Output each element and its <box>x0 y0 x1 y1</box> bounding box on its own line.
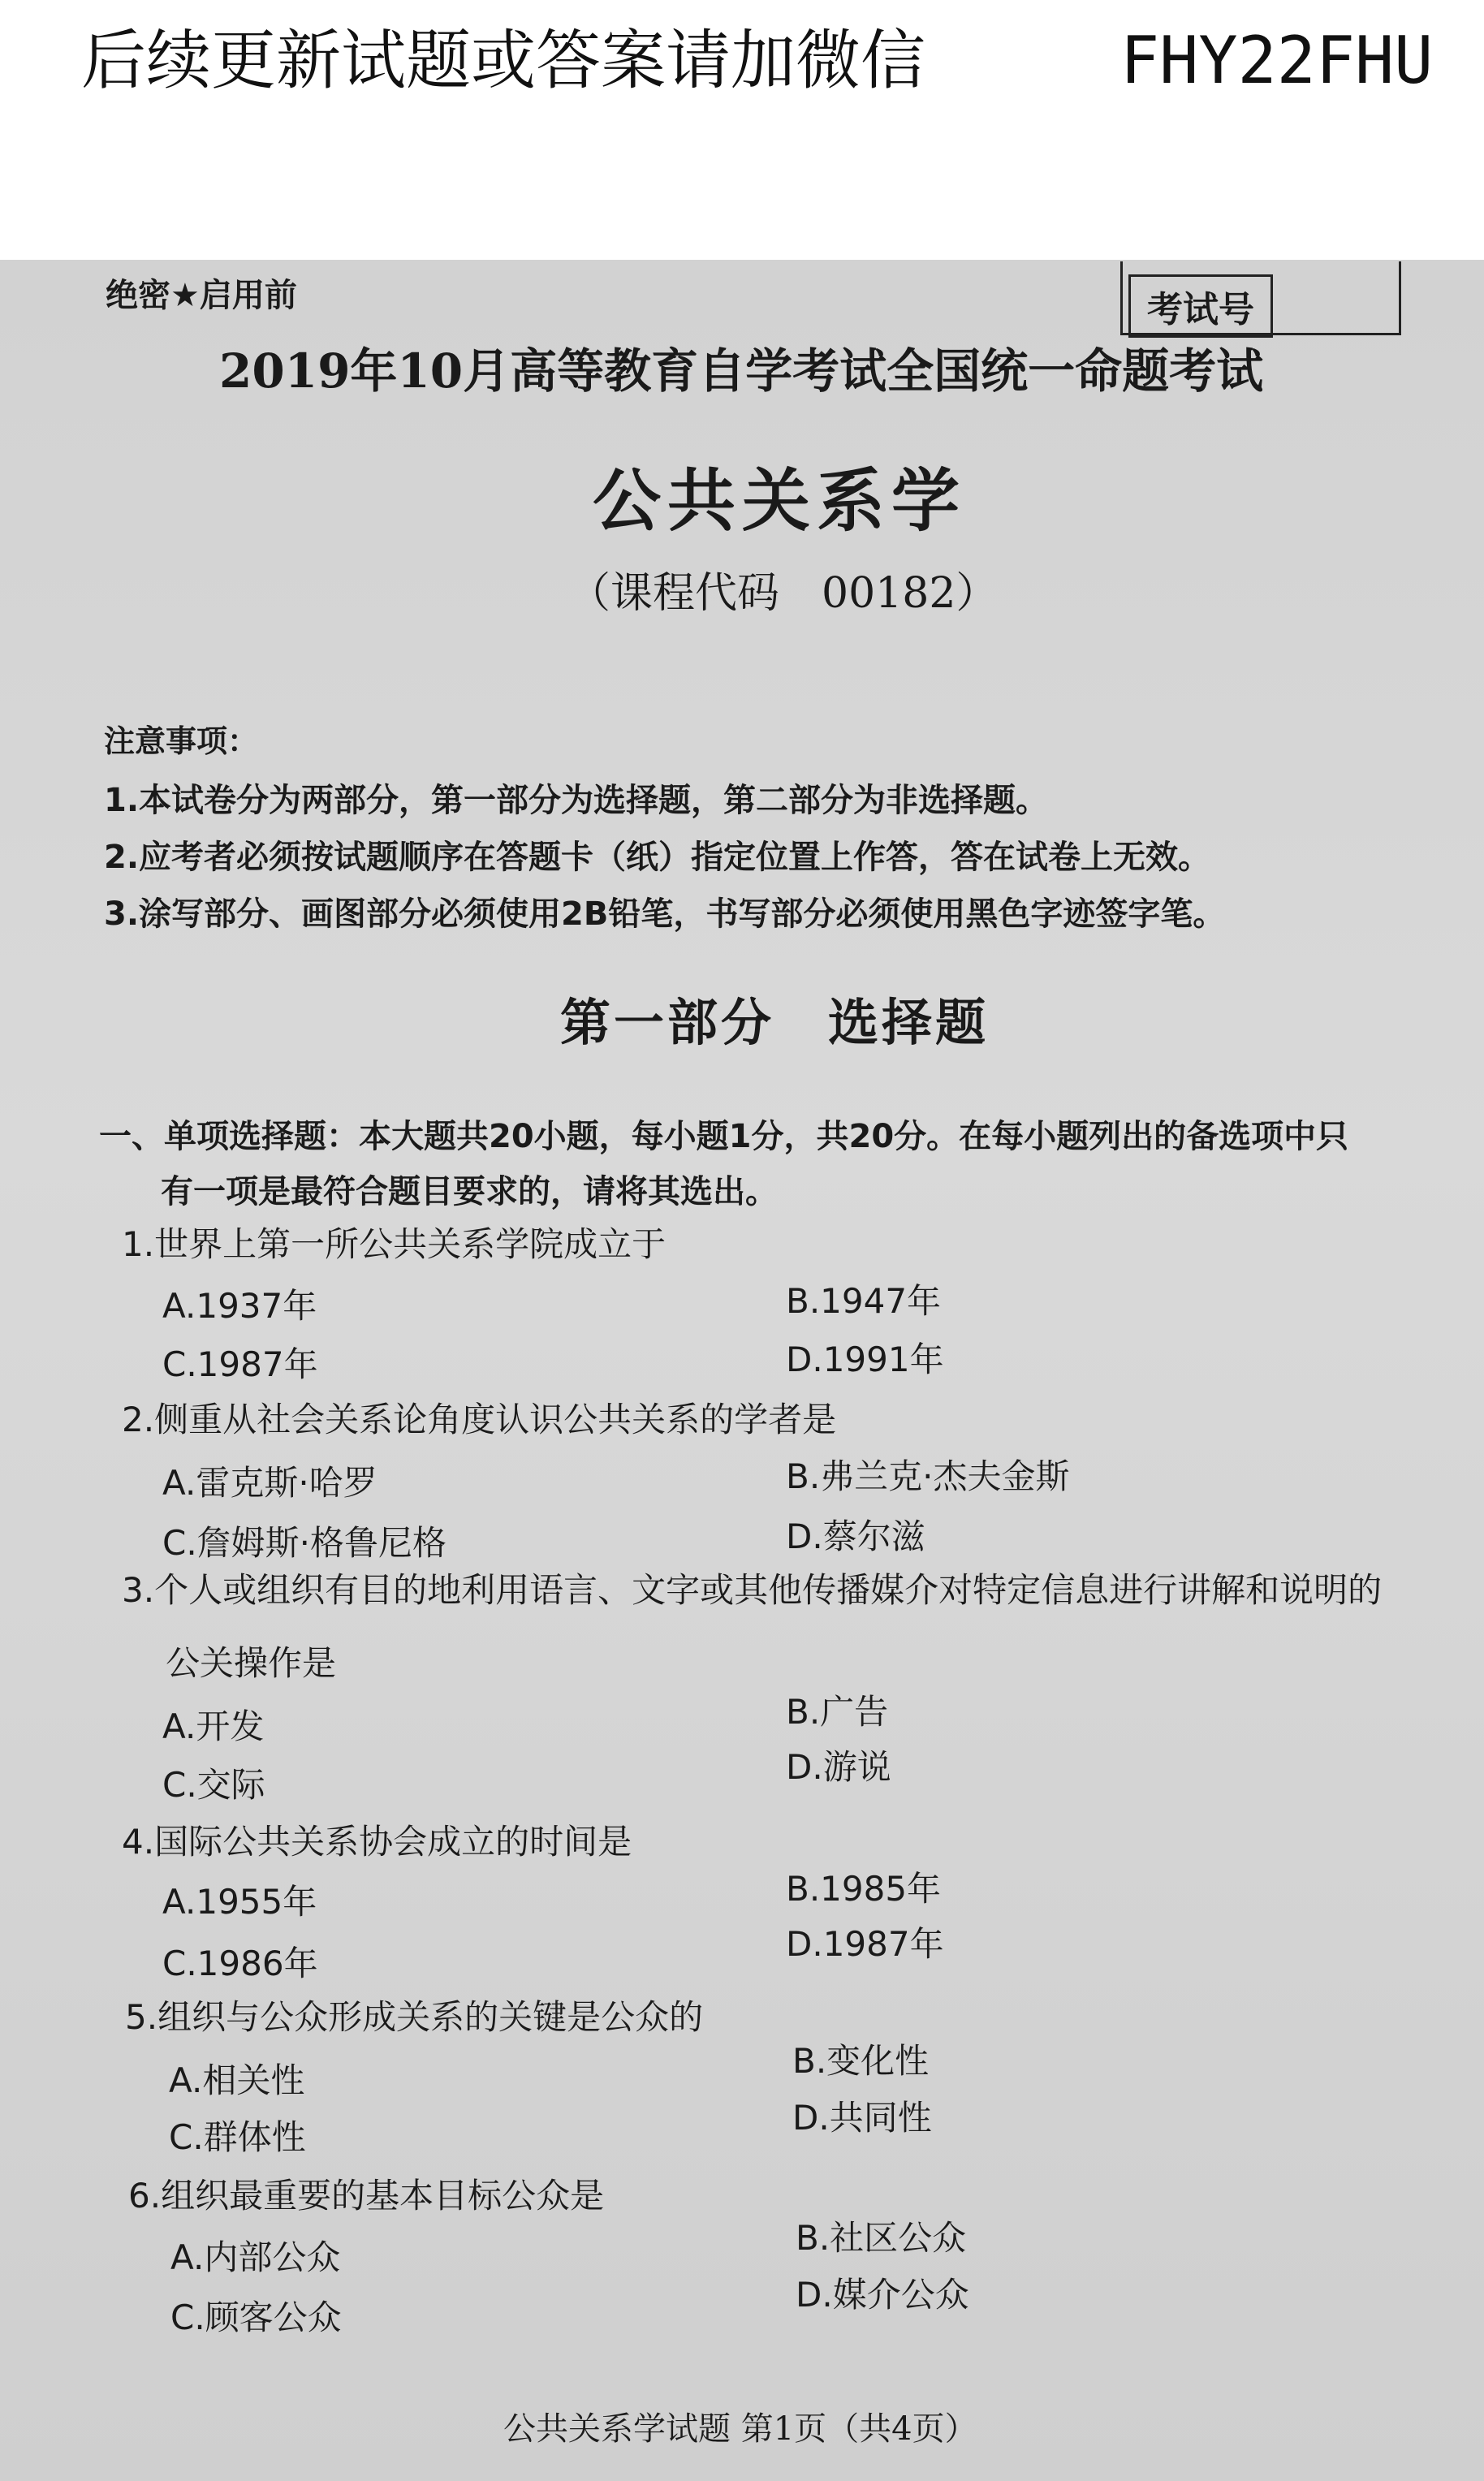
course-code: （课程代码 00182） <box>568 569 999 618</box>
option-c: C.詹姆斯·格鲁尼格 <box>162 1523 447 1563</box>
section-heading-cont: 有一项是最符合题目要求的，请将其选出。 <box>161 1173 778 1210</box>
option-c: C.群体性 <box>169 2117 306 2157</box>
subject-title: 公共关系学 <box>593 460 967 541</box>
option-b: B.变化性 <box>792 2041 930 2081</box>
promo-contact: FHY22FHU <box>1120 23 1434 98</box>
section-heading: 一、单项选择题：本大题共20小题，每小题1分，共20分。在每小题列出的备选项中只 <box>99 1118 1349 1155</box>
option-a: A.内部公众 <box>170 2237 341 2277</box>
option-b: B.弗兰克·杰夫金斯 <box>786 1456 1070 1496</box>
question-stem: 4.国际公共关系协会成立的时间是 <box>122 1822 632 1862</box>
question-stem: 3.个人或组织有目的地利用语言、文字或其他传播媒介对特定信息进行讲解和说明的 <box>122 1570 1383 1610</box>
question-stem-cont: 公关操作是 <box>166 1643 337 1683</box>
exam-number-label: 考试号 <box>1128 274 1273 338</box>
option-a: A.开发 <box>162 1706 265 1746</box>
exam-title: 2019年10月高等教育自学考试全国统一命题考试 <box>219 343 1264 399</box>
note-item: 1.本试卷分为两部分，第一部分为选择题，第二部分为非选择题。 <box>104 782 1049 819</box>
question-stem: 6.组织最重要的基本目标公众是 <box>128 2176 605 2216</box>
option-b: B.1985年 <box>786 1869 942 1909</box>
option-b: B.社区公众 <box>796 2218 967 2258</box>
option-c: C.交际 <box>162 1765 265 1805</box>
option-c: C.1987年 <box>162 1344 318 1384</box>
option-d: D.共同性 <box>792 2098 932 2138</box>
question-stem: 5.组织与公众形成关系的关键是公众的 <box>125 1997 704 2037</box>
option-a: A.1937年 <box>162 1286 317 1326</box>
note-item: 3.涂写部分、画图部分必须使用2B铅笔，书写部分必须使用黑色字迹签字笔。 <box>104 895 1226 933</box>
part-title: 第一部分 选择题 <box>560 993 990 1052</box>
option-c: C.顾客公众 <box>170 2298 342 2337</box>
option-d: D.游说 <box>786 1747 891 1787</box>
option-b: B.广告 <box>786 1692 889 1732</box>
question-stem: 2.侧重从社会关系论角度认识公共关系的学者是 <box>122 1400 837 1439</box>
question-stem: 1.世界上第一所公共关系学院成立于 <box>122 1224 667 1264</box>
secret-label: 绝密★启用前 <box>106 277 297 314</box>
promo-text: 后续更新试题或答案请加微信 <box>81 23 925 98</box>
option-d: D.媒介公众 <box>796 2275 969 2315</box>
option-a: A.雷克斯·哈罗 <box>162 1463 377 1503</box>
note-item: 2.应考者必须按试题顺序在答题卡（纸）指定位置上作答，答在试卷上无效。 <box>104 839 1211 876</box>
option-a: A.相关性 <box>169 2060 305 2100</box>
option-d: D.1991年 <box>786 1340 944 1379</box>
option-a: A.1955年 <box>162 1882 317 1922</box>
option-d: D.1987年 <box>786 1924 944 1964</box>
option-b: B.1947年 <box>786 1281 942 1321</box>
page-footer: 公共关系学试题 第1页（共4页） <box>503 2410 977 2448</box>
option-c: C.1986年 <box>162 1944 318 1983</box>
option-d: D.蔡尔滋 <box>786 1517 925 1556</box>
notes-heading: 注意事项： <box>104 723 259 759</box>
promo-banner <box>0 0 1484 260</box>
